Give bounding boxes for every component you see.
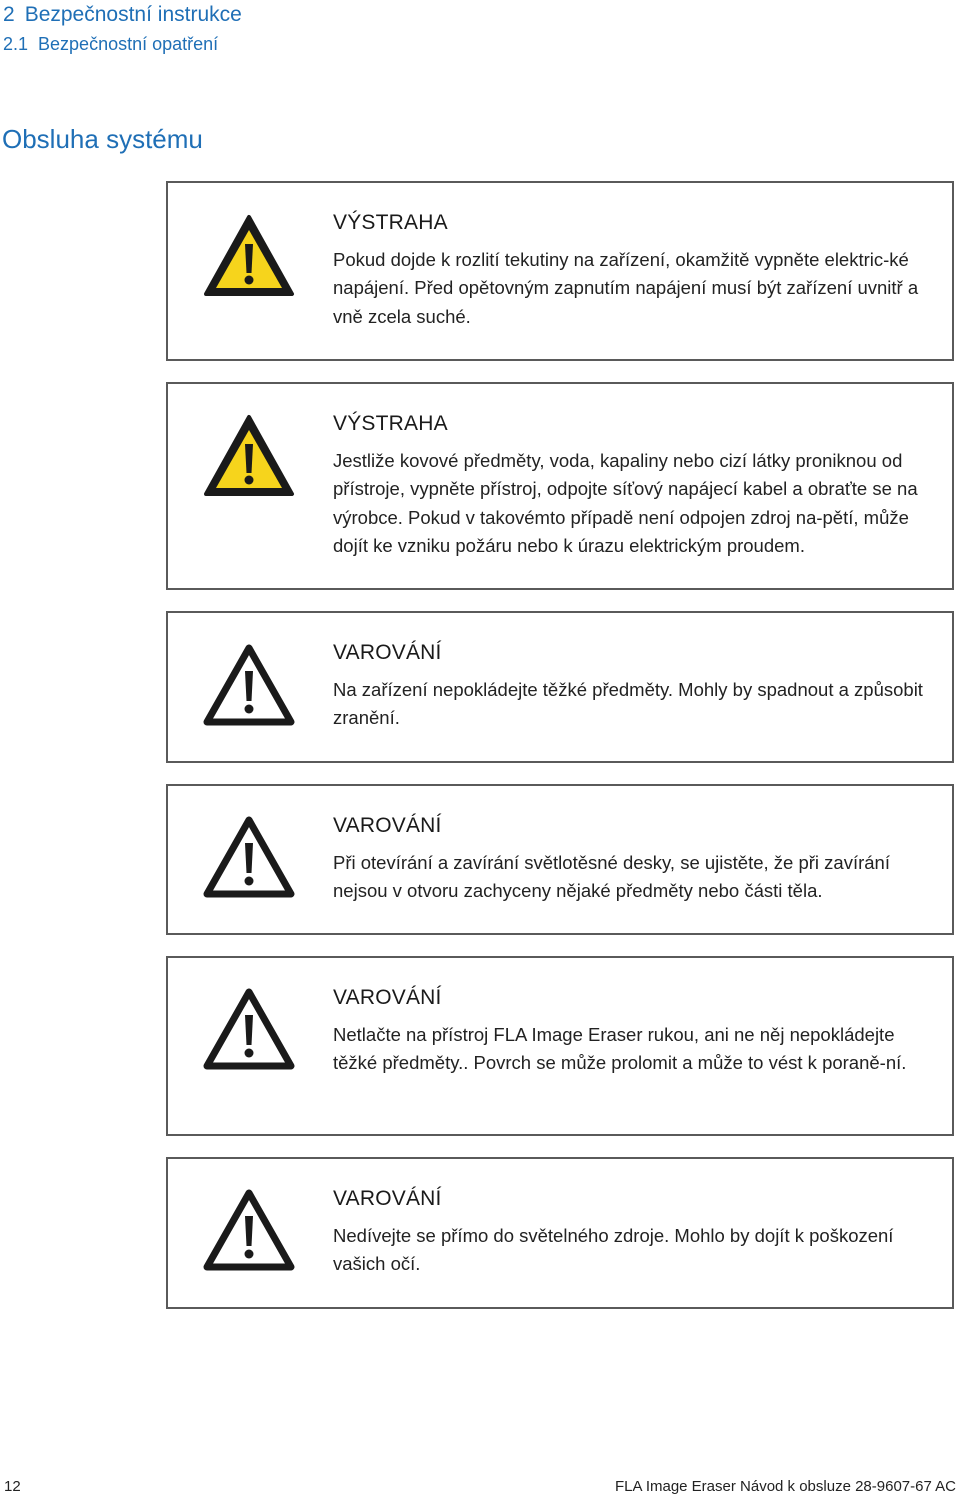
page-title: Obsluha systému <box>2 124 203 154</box>
warning-box-1 <box>166 181 954 361</box>
notice-title: VAROVÁNÍ <box>333 641 442 664</box>
notice-text: Jestliže kovové předměty, voda, kapaliny nebo cizí látky proniknou od přístroje, vypněte přístroj, odpojte síťový napájecí kabel a obraťte se na výrobce. Pokud v takovémto případě není odpojen zdroj na-pětí, může dojít ke vzniku požáru nebo k úrazu elektrickým proudem. <box>333 450 918 556</box>
document-title: FLA Image Eraser Návod k obsluze 28-9607-67 AC <box>614 1478 956 1495</box>
chapter-title: Bezpečnostní instrukce <box>24 3 242 26</box>
warning-yellow-triangle-icon <box>202 213 296 299</box>
notice-text: Pokud dojde k rozlití tekutiny na zařízení, okamžitě vypněte elektric-ké napájení. Před opětovným zapnutím napájení musí být zařízení uvnitř a vně zcela suché. <box>333 249 919 327</box>
caution-box-3 <box>166 611 954 763</box>
notice-title: VAROVÁNÍ <box>333 986 442 1009</box>
chapter-heading <box>3 2 242 28</box>
caution-box-4 <box>166 784 954 935</box>
caution-triangle-icon <box>202 814 296 900</box>
caution-triangle-icon <box>202 986 296 1072</box>
caution-triangle-icon <box>202 1187 296 1273</box>
caution-box-5 <box>166 956 954 1136</box>
notice-content <box>333 410 930 560</box>
chapter-number: 2 <box>3 3 15 26</box>
notice-title: VÝSTRAHA <box>333 412 448 435</box>
notice-title: VAROVÁNÍ <box>333 814 442 837</box>
page-number: 12 <box>4 1478 21 1495</box>
notice-content <box>333 209 930 331</box>
section-number: 2.1 <box>3 34 29 54</box>
notice-content <box>333 812 930 906</box>
notice-content <box>333 639 930 733</box>
notice-title: VAROVÁNÍ <box>333 1187 442 1210</box>
warning-box-2 <box>166 382 954 590</box>
section-heading <box>3 32 218 56</box>
caution-triangle-icon <box>202 642 296 728</box>
notice-text: Při otevírání a zavírání světlotěsné desky, se ujistěte, že při zavírání nejsou v otvoru zachyceny nějaké předměty nebo části těla. <box>333 852 890 902</box>
section-title-header: Bezpečnostní opatření <box>38 34 219 54</box>
warning-yellow-triangle-icon <box>202 413 296 499</box>
notice-content <box>333 984 930 1078</box>
notice-text: Nedívejte se přímo do světelného zdroje. Mohlo by dojít k poškození vašich očí. <box>333 1225 894 1275</box>
notice-text: Na zařízení nepokládejte těžké předměty. Mohly by spadnout a způsobit zranění. <box>333 679 923 729</box>
notice-title: VÝSTRAHA <box>333 211 448 234</box>
notice-text: Netlačte na přístroj FLA Image Eraser rukou, ani ne něj nepokládejte těžké předměty.. Povrch se může prolomit a může to vést k poraně-ní. <box>333 1024 907 1074</box>
caution-box-6 <box>166 1157 954 1309</box>
notice-content <box>333 1185 930 1279</box>
